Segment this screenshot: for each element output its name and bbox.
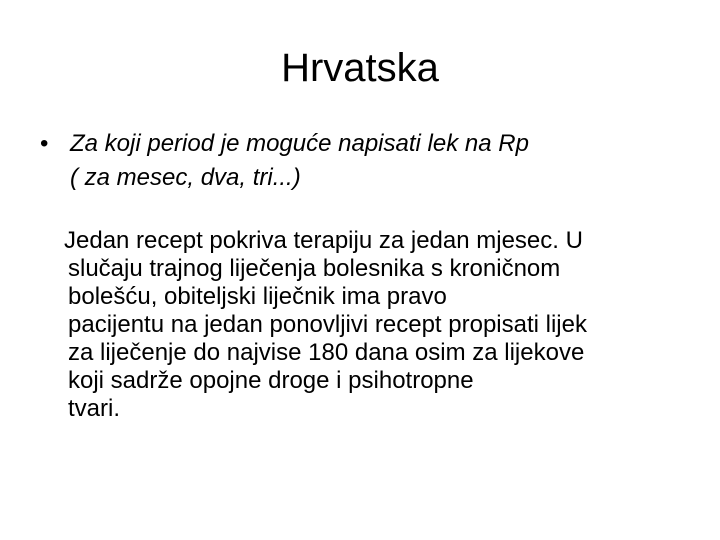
slide-title: Hrvatska (281, 46, 439, 90)
answer-line: za liječenje do najvise 180 dana osim za lijekove (68, 339, 585, 366)
bullet-icon: • (40, 130, 49, 157)
answer-paragraph (64, 227, 708, 423)
answer-line: pacijentu na jedan ponovljivi recept propisati lijek (68, 311, 587, 338)
answer-line: koji sadrže opojne droge i psihotropne (68, 367, 474, 394)
answer-line: tvari. (68, 395, 121, 422)
question-line: Za koji period je moguće napisati lek na Rp (70, 130, 529, 157)
answer-line: bolešću, obiteljski liječnik ima pravo (68, 283, 447, 310)
answer-line: Jedan recept pokriva terapiju za jedan mjesec. U (64, 227, 583, 254)
answer-line: slučaju trajnog liječenja bolesnika s kroničnom (68, 255, 561, 282)
question-text (70, 127, 690, 195)
question-line: ( za mesec, dva, tri...) (70, 164, 301, 191)
